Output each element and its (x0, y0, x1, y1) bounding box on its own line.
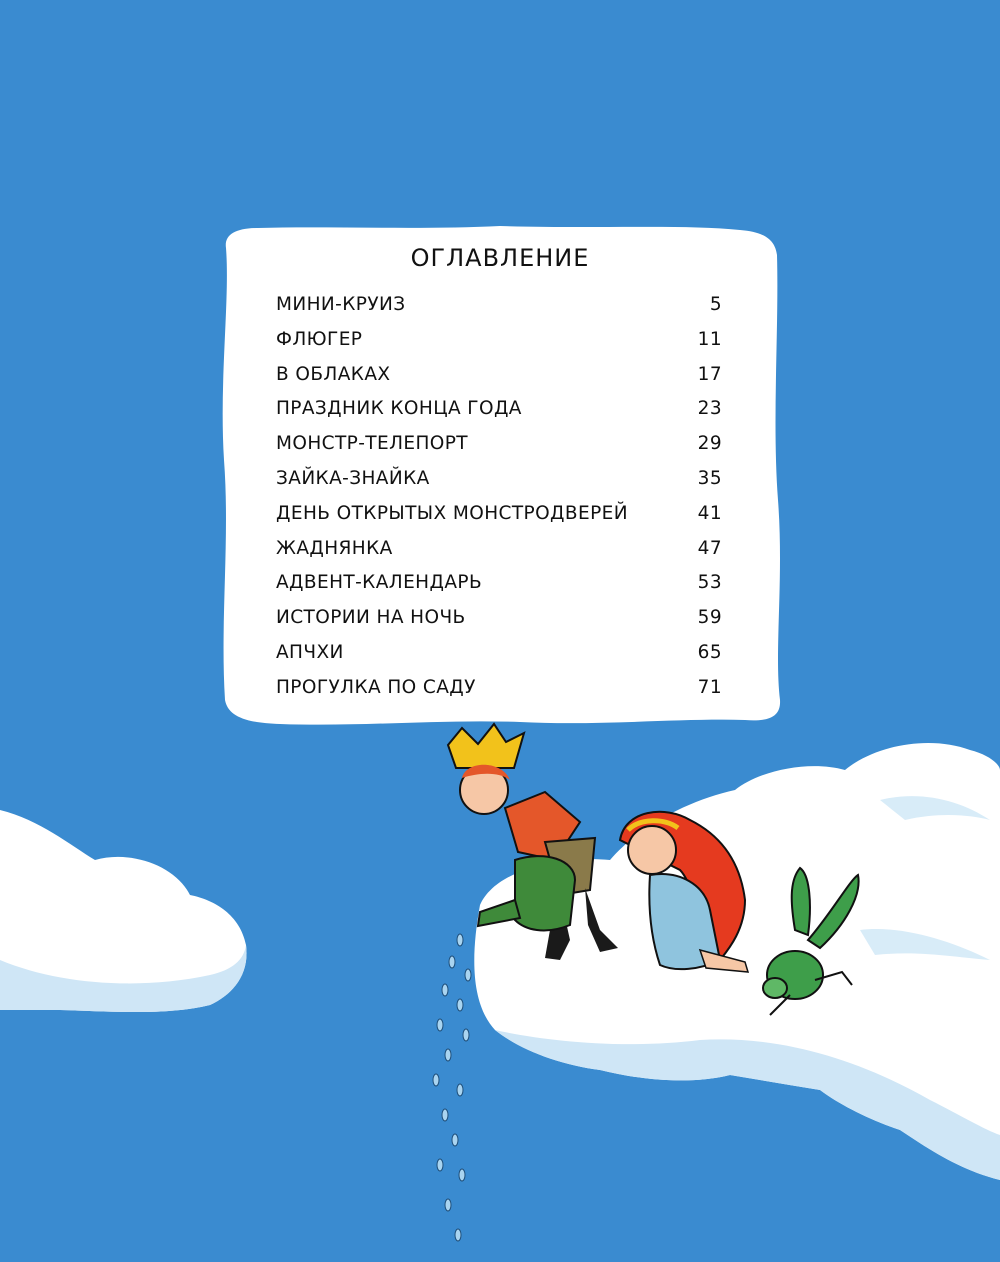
toc-entry-title: ЗАЙКА-ЗНАЙКА (276, 467, 430, 489)
toc-entry (276, 433, 722, 468)
toc-entry-title: ПРОГУЛКА ПО САДУ (276, 676, 476, 698)
toc-entry (276, 677, 722, 712)
toc-entry-title: ФЛЮГЕР (276, 328, 363, 350)
toc-entry-page: 41 (697, 502, 722, 524)
toc-entry (276, 364, 722, 399)
toc-entry-title: ИСТОРИИ НА НОЧЬ (276, 607, 466, 629)
toc-entry-title: АДВЕНТ-КАЛЕНДАРЬ (276, 572, 483, 594)
toc-list (276, 294, 722, 712)
toc-entry-page: 17 (697, 363, 722, 385)
toc-entry (276, 294, 722, 329)
toc-entry-page: 29 (697, 433, 722, 455)
toc-entry (276, 538, 722, 573)
toc-entry-page: 65 (697, 641, 722, 663)
toc-entry (276, 329, 722, 364)
left-cloud (0, 810, 247, 1012)
toc-entry-title: ЖАДНЯНКА (276, 537, 393, 559)
toc-entry-title: В ОБЛАКАХ (276, 363, 391, 385)
toc-entry-title: МИНИ-КРУИЗ (276, 294, 406, 315)
toc-entry-page: 5 (709, 294, 722, 315)
water-drops (433, 934, 471, 1241)
toc-heading: ОГЛАВЛЕНИЕ (410, 244, 590, 272)
toc-entry-page: 53 (697, 572, 722, 594)
toc-entry-page: 59 (697, 607, 722, 629)
toc-entry-page: 71 (697, 676, 722, 698)
toc-entry (276, 642, 722, 677)
toc-entry-title: ПРАЗДНИК КОНЦА ГОДА (276, 398, 522, 420)
toc-entry-page: 23 (697, 398, 722, 420)
toc-entry (276, 398, 722, 433)
toc-entry-title: МОНСТР-ТЕЛЕПОРТ (276, 433, 469, 455)
toc-entry (276, 572, 722, 607)
toc-entry (276, 468, 722, 503)
toc-entry-title: ДЕНЬ ОТКРЫТЫХ МОНСТРОДВЕРЕЙ (276, 502, 628, 524)
toc-entry-page: 35 (697, 467, 722, 489)
toc-entry (276, 607, 722, 642)
toc-entry-page: 11 (697, 328, 722, 350)
toc-entry-title: АПЧХИ (276, 641, 344, 663)
toc-entry (276, 503, 722, 538)
toc-entry-page: 47 (697, 537, 722, 559)
